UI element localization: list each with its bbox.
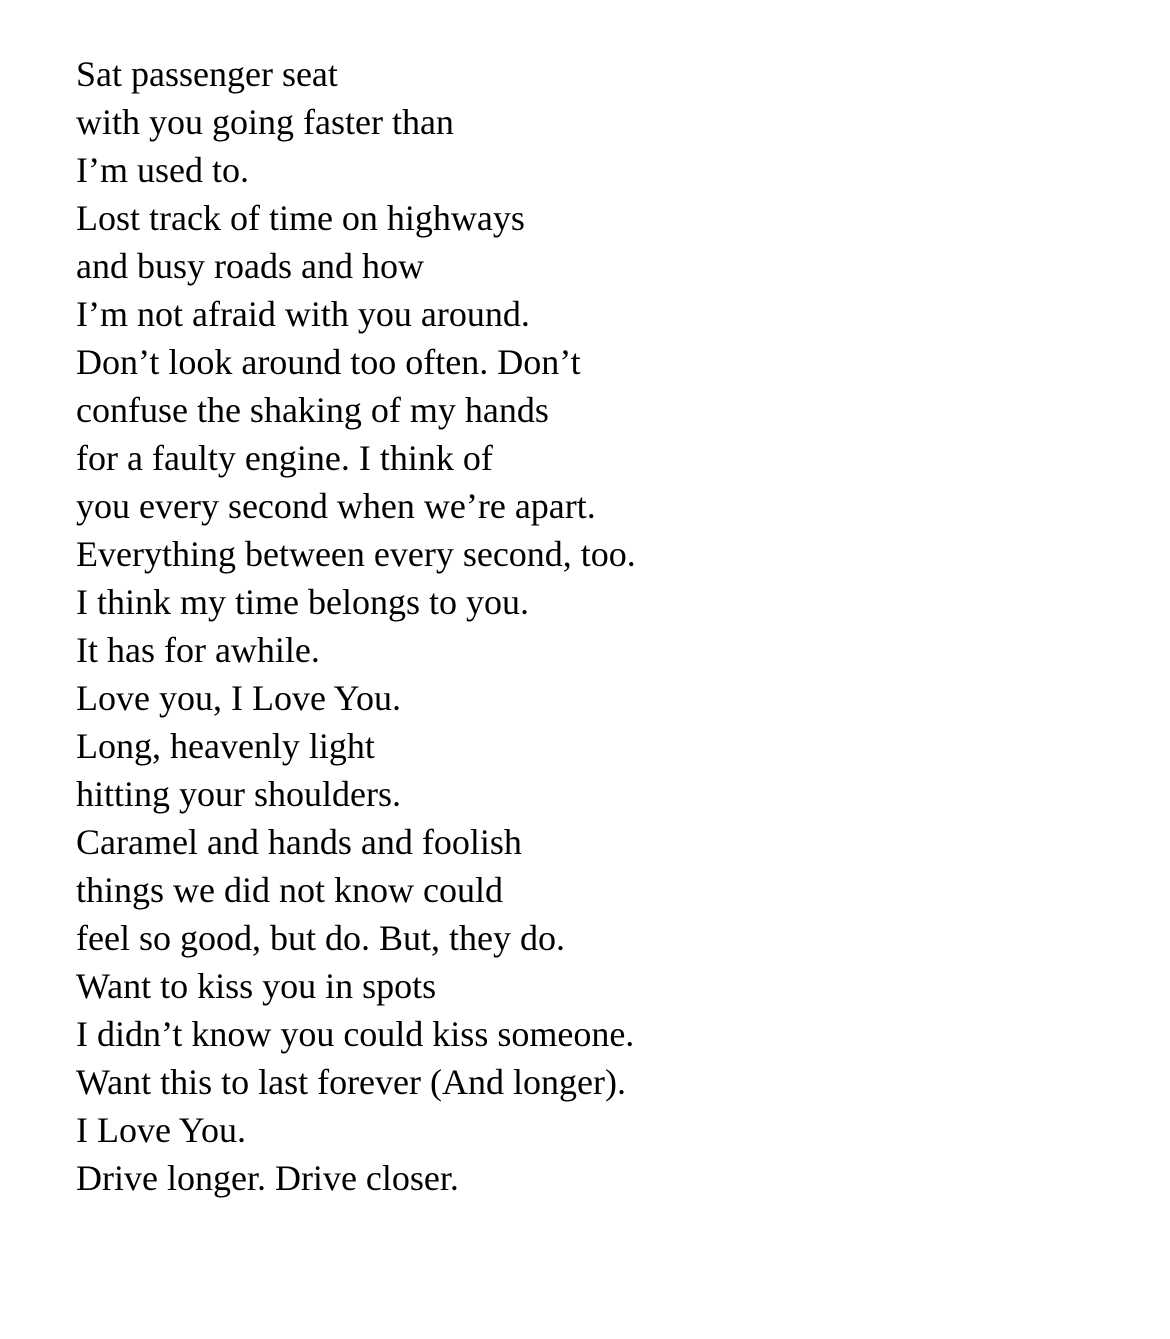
poem-line-13: It has for awhile. <box>76 630 320 670</box>
poem-line-23: I Love You. <box>76 1110 247 1150</box>
poem-line-19: feel so good, but do. But, they do. <box>76 918 565 958</box>
poem-line-21: I didn’t know you could kiss someone. <box>76 1014 635 1054</box>
poem-text <box>76 50 1096 1202</box>
poem-line-20: Want to kiss you in spots <box>76 966 437 1006</box>
poem-line-16: hitting your shoulders. <box>76 774 401 814</box>
poem-line-12: I think my time belongs to you. <box>76 582 529 622</box>
poem-line-4: Lost track of time on highways <box>76 198 525 238</box>
poem-line-2: with you going faster than <box>76 102 454 142</box>
poem-line-9: for a faulty engine. I think of <box>76 438 493 478</box>
poem-line-8: confuse the shaking of my hands <box>76 390 549 430</box>
poem-line-22: Want this to last forever (And longer). <box>76 1062 626 1102</box>
poem-line-5: and busy roads and how <box>76 246 424 286</box>
poem-line-6: I’m not afraid with you around. <box>76 294 530 334</box>
poem-line-7: Don’t look around too often. Don’t <box>76 342 581 382</box>
poem-line-11: Everything between every second, too. <box>76 534 636 574</box>
poem-line-15: Long, heavenly light <box>76 726 375 766</box>
poem-line-10: you every second when we’re apart. <box>76 486 596 526</box>
poem-line-3: I’m used to. <box>76 150 249 190</box>
poem-line-18: things we did not know could <box>76 870 503 910</box>
poem-line-24: Drive longer. Drive closer. <box>76 1158 459 1198</box>
poem-line-1: Sat passenger seat <box>76 54 338 94</box>
poem-line-17: Caramel and hands and foolish <box>76 822 522 862</box>
poem-line-14: Love you, I Love You. <box>76 678 401 718</box>
